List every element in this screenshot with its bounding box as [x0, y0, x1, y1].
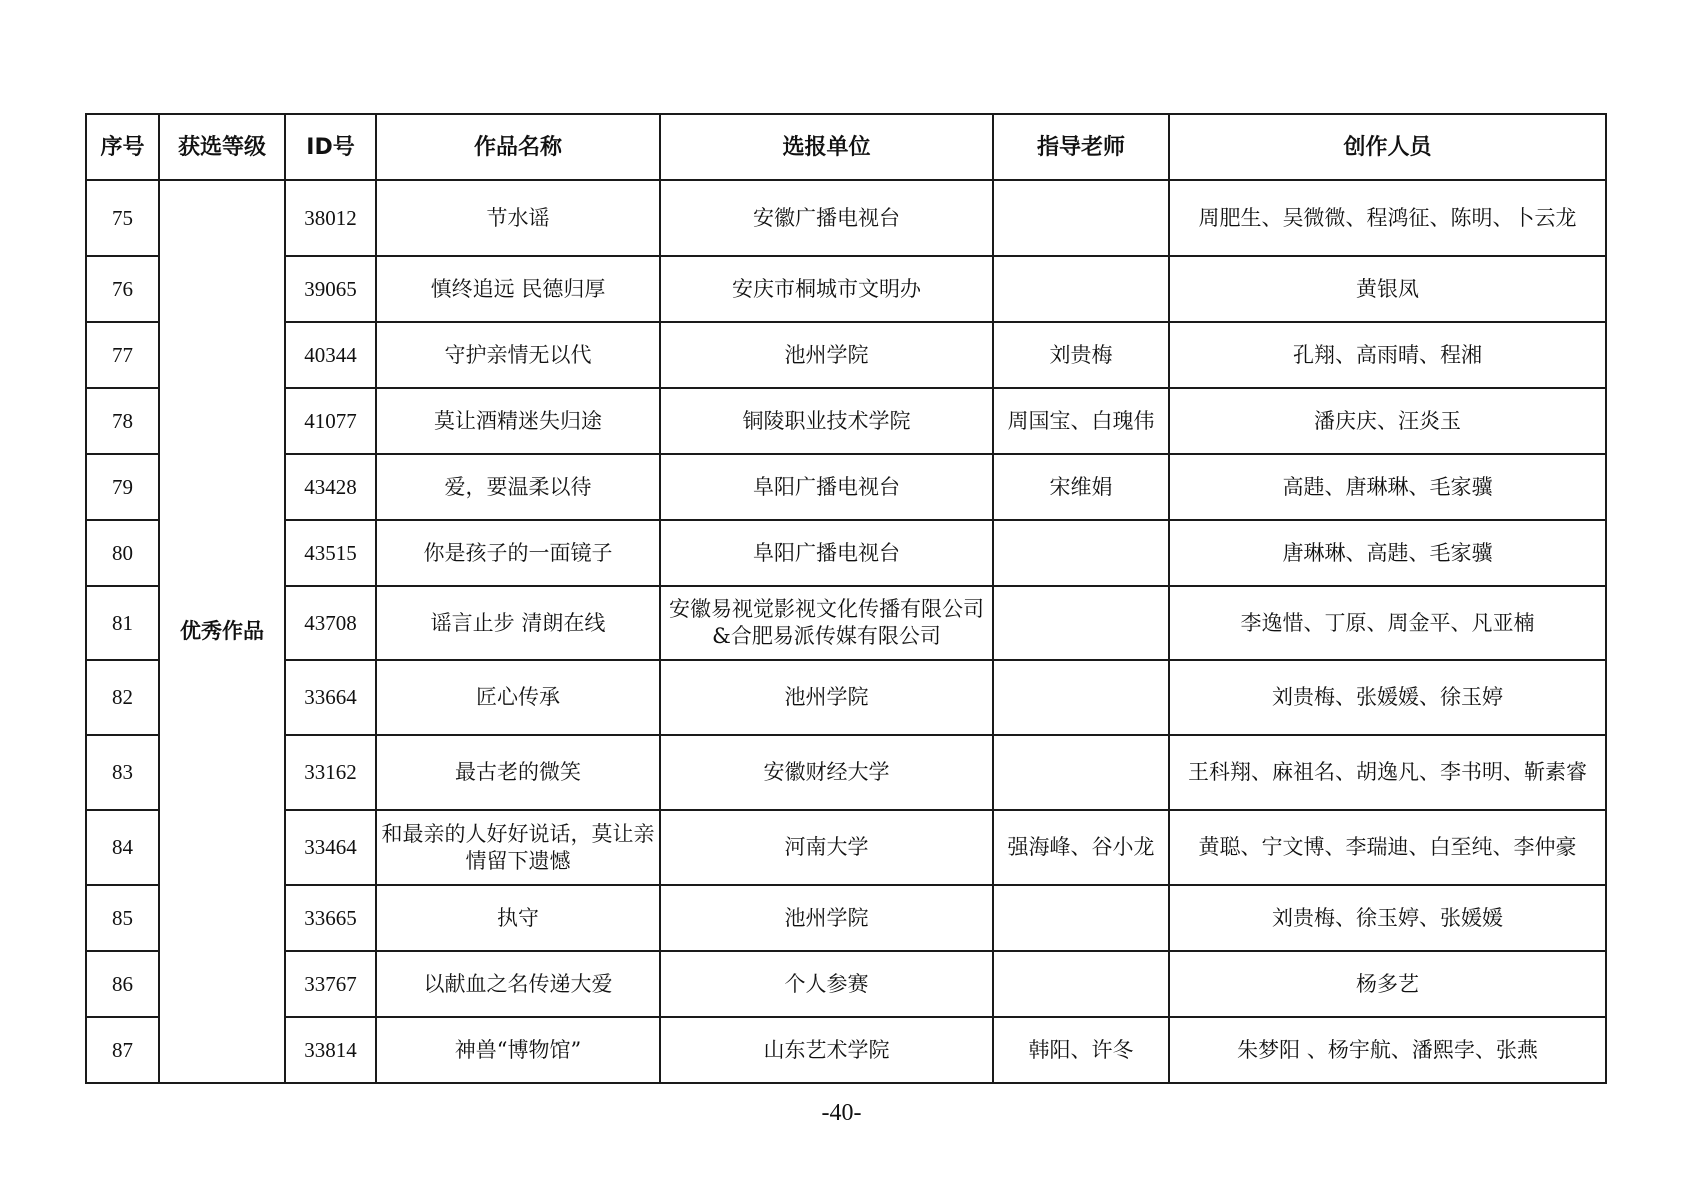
cell-creators: 潘庆庆、汪炎玉	[1169, 388, 1606, 454]
cell-id: 43708	[285, 586, 376, 660]
cell-creators: 黄聪、宁文博、李瑞迪、白至纯、李仲豪	[1169, 810, 1606, 885]
cell-unit: 安徽财经大学	[660, 735, 993, 810]
header-title: 作品名称	[376, 114, 660, 180]
cell-creators: 唐琳琳、高韪、毛家骥	[1169, 520, 1606, 586]
cell-title: 和最亲的人好好说话，莫让亲情留下遗憾	[376, 810, 660, 885]
cell-title: 爱，要温柔以待	[376, 454, 660, 520]
cell-unit: 池州学院	[660, 660, 993, 735]
table-body	[86, 180, 1606, 1083]
cell-seq: 79	[86, 454, 159, 520]
cell-title: 莫让酒精迷失归途	[376, 388, 660, 454]
cell-id: 33464	[285, 810, 376, 885]
header-level: 获选等级	[159, 114, 285, 180]
cell-teacher: 周国宝、白瑰伟	[993, 388, 1169, 454]
cell-teacher: 韩阳、许冬	[993, 1017, 1169, 1083]
cell-unit: 安徽广播电视台	[660, 180, 993, 256]
header-unit: 选报单位	[660, 114, 993, 180]
cell-seq: 75	[86, 180, 159, 256]
cell-teacher	[993, 885, 1169, 951]
cell-unit: 铜陵职业技术学院	[660, 388, 993, 454]
cell-seq: 76	[86, 256, 159, 322]
cell-seq: 86	[86, 951, 159, 1017]
cell-seq: 77	[86, 322, 159, 388]
header-teacher: 指导老师	[993, 114, 1169, 180]
cell-teacher	[993, 735, 1169, 810]
cell-unit: 池州学院	[660, 322, 993, 388]
cell-creators: 孔翔、高雨晴、程湘	[1169, 322, 1606, 388]
cell-creators: 黄银凤	[1169, 256, 1606, 322]
table-row	[86, 951, 1606, 1017]
cell-seq: 78	[86, 388, 159, 454]
cell-title: 你是孩子的一面镜子	[376, 520, 660, 586]
cell-title: 执守	[376, 885, 660, 951]
cell-teacher: 宋维娟	[993, 454, 1169, 520]
cell-title: 守护亲情无以代	[376, 322, 660, 388]
cell-id: 33767	[285, 951, 376, 1017]
cell-creators: 周肥生、吴微微、程鸿征、陈明、卜云龙	[1169, 180, 1606, 256]
cell-level: 优秀作品	[159, 180, 285, 1083]
cell-teacher	[993, 256, 1169, 322]
cell-creators: 刘贵梅、徐玉婷、张媛媛	[1169, 885, 1606, 951]
cell-id: 41077	[285, 388, 376, 454]
cell-id: 38012	[285, 180, 376, 256]
cell-seq: 83	[86, 735, 159, 810]
cell-seq: 87	[86, 1017, 159, 1083]
cell-unit: 安徽易视觉影视文化传播有限公司&合肥易派传媒有限公司	[660, 586, 993, 660]
cell-unit: 安庆市桐城市文明办	[660, 256, 993, 322]
cell-id: 43428	[285, 454, 376, 520]
cell-id: 33665	[285, 885, 376, 951]
cell-creators: 李逸惜、丁原、周金平、凡亚楠	[1169, 586, 1606, 660]
cell-seq: 81	[86, 586, 159, 660]
table-row	[86, 1017, 1606, 1083]
table-row	[86, 810, 1606, 885]
cell-teacher: 刘贵梅	[993, 322, 1169, 388]
table-row	[86, 885, 1606, 951]
table-row	[86, 735, 1606, 810]
table-row	[86, 660, 1606, 735]
cell-teacher: 强海峰、谷小龙	[993, 810, 1169, 885]
cell-creators: 高韪、唐琳琳、毛家骥	[1169, 454, 1606, 520]
table-row	[86, 454, 1606, 520]
table-row	[86, 256, 1606, 322]
cell-creators: 刘贵梅、张媛媛、徐玉婷	[1169, 660, 1606, 735]
table-row	[86, 586, 1606, 660]
cell-title: 以献血之名传递大爱	[376, 951, 660, 1017]
header-seq: 序号	[86, 114, 159, 180]
header-id: ID号	[285, 114, 376, 180]
cell-creators: 杨多艺	[1169, 951, 1606, 1017]
cell-title: 节水谣	[376, 180, 660, 256]
cell-id: 39065	[285, 256, 376, 322]
cell-teacher	[993, 180, 1169, 256]
cell-unit: 阜阳广播电视台	[660, 454, 993, 520]
cell-title: 匠心传承	[376, 660, 660, 735]
cell-teacher	[993, 660, 1169, 735]
cell-unit: 阜阳广播电视台	[660, 520, 993, 586]
page-number: -40-	[821, 1100, 862, 1126]
cell-unit: 河南大学	[660, 810, 993, 885]
cell-id: 43515	[285, 520, 376, 586]
table-row	[86, 180, 1606, 256]
cell-unit: 个人参赛	[660, 951, 993, 1017]
cell-unit: 山东艺术学院	[660, 1017, 993, 1083]
awards-table	[85, 113, 1607, 1084]
cell-id: 40344	[285, 322, 376, 388]
header-creators: 创作人员	[1169, 114, 1606, 180]
cell-teacher	[993, 951, 1169, 1017]
cell-seq: 82	[86, 660, 159, 735]
cell-title: 神兽“博物馆”	[376, 1017, 660, 1083]
cell-creators: 王科翔、麻祖名、胡逸凡、李书明、靳素睿	[1169, 735, 1606, 810]
cell-id: 33664	[285, 660, 376, 735]
cell-title: 慎终追远 民德归厚	[376, 256, 660, 322]
cell-seq: 85	[86, 885, 159, 951]
cell-title: 最古老的微笑	[376, 735, 660, 810]
cell-id: 33162	[285, 735, 376, 810]
table-row	[86, 520, 1606, 586]
cell-title: 谣言止步 清朗在线	[376, 586, 660, 660]
cell-teacher	[993, 520, 1169, 586]
cell-creators: 朱梦阳 、杨宇航、潘熙孛、张燕	[1169, 1017, 1606, 1083]
header-row	[86, 114, 1606, 180]
table-row	[86, 322, 1606, 388]
table-row	[86, 388, 1606, 454]
cell-seq: 84	[86, 810, 159, 885]
cell-seq: 80	[86, 520, 159, 586]
cell-unit: 池州学院	[660, 885, 993, 951]
cell-teacher	[993, 586, 1169, 660]
cell-id: 33814	[285, 1017, 376, 1083]
